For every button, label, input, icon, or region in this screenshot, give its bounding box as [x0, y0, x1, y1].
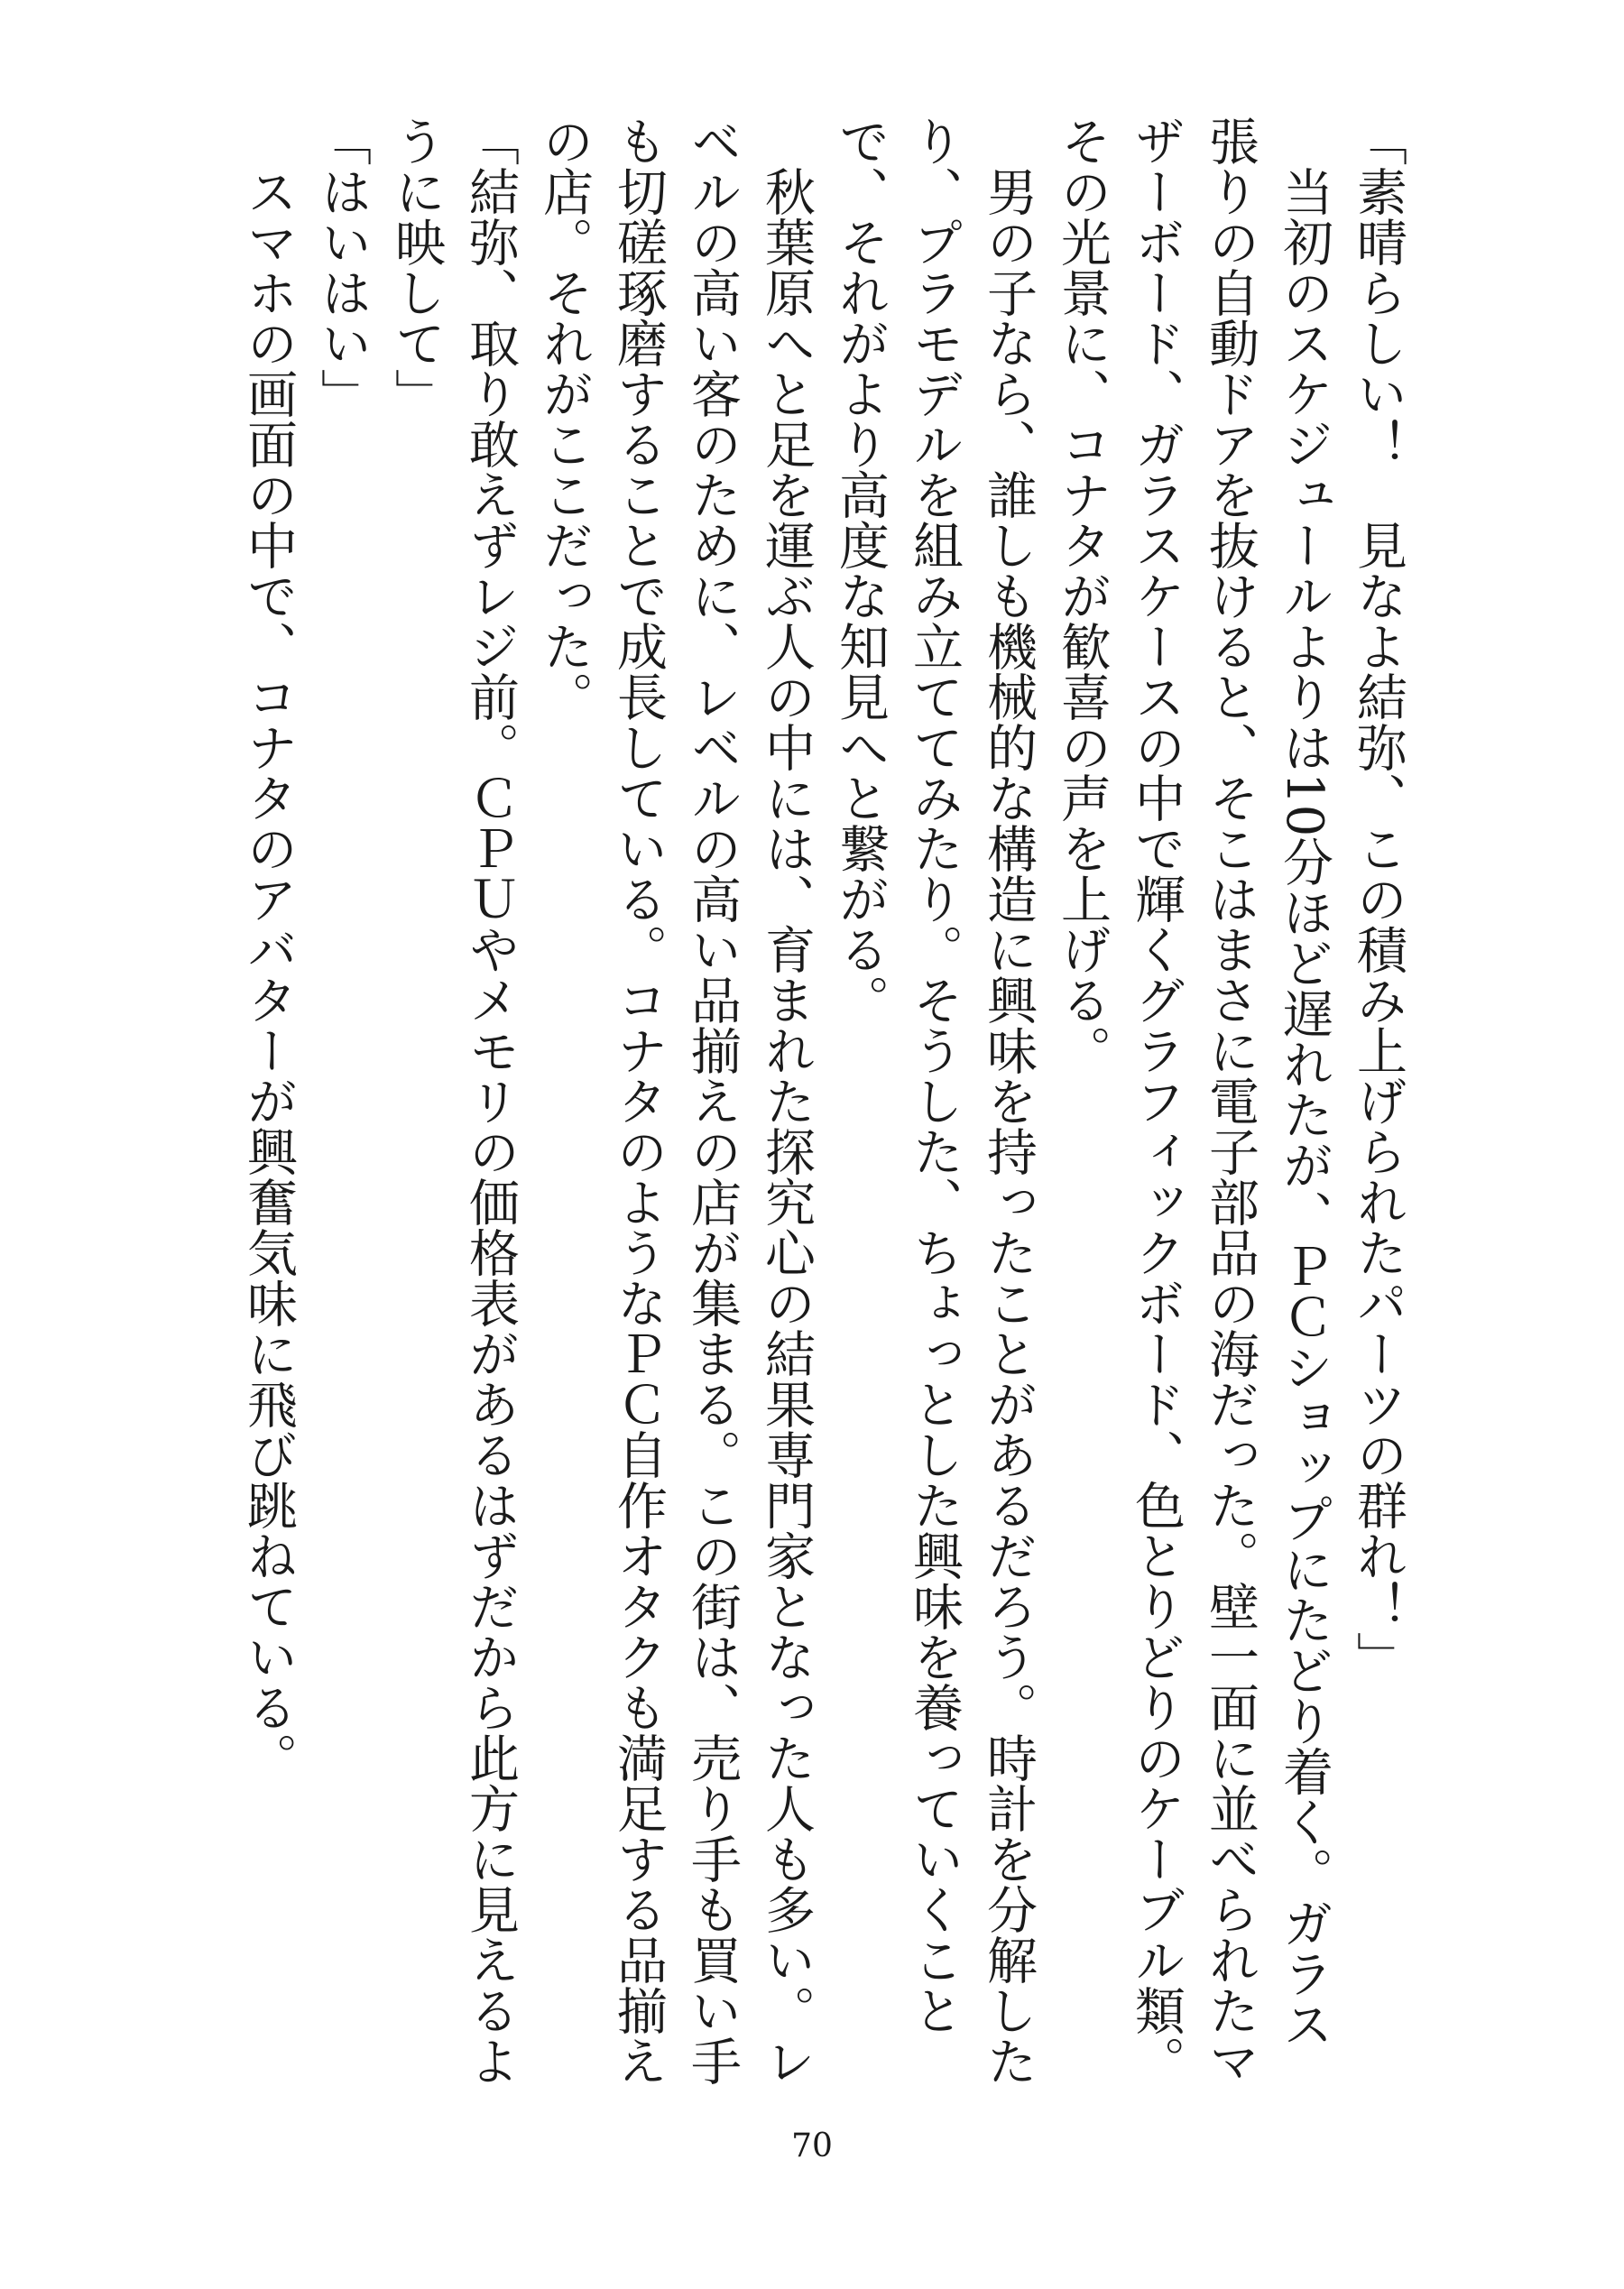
paragraph-pc-shop: 当初のスケジュールよりは10分ほど遅れたが、ＰＣショップにたどり着く。ガラス張りの自動ドアを抜けると、そこはまさに電子部品の海だった。壁一面に並べられたマザーボード、ガラスケースの中で輝くグラフィックボード、色とりどりのケーブル類。その光景に、コナタが歓喜の声を上げる。: [1053, 115, 1333, 2086]
paragraph-reply: 「はいはい」: [313, 115, 372, 419]
vertical-text-body: [188, 115, 1415, 2091]
paragraph-mechanical-interest: 男の子なら、誰しも機械的な構造に興味を持ったことがあるだろう。時計を分解したり、プラモデルを組み立ててみたり。そうした、ちょっとした興味を養っていくことで、それがより高度な知見へと繋がる。: [831, 115, 1038, 2086]
paragraph-exclamation: 「素晴らしい！ 見なよ結弥、この積み上げられたパーツの群れ！」: [1349, 115, 1407, 1682]
paragraph-akihabara: 秋葉原へと足を運ぶ人の中には、育まれた探究心の結果専門家となった人も多い。レベルの高い客のために、レベルの高い品揃えの店が集まる。この街は、売り手も買い手も切磋琢磨することで成長している。コナタのようなＰＣ自作オタクも満足する品揃えの店。それがここだった。: [535, 115, 816, 2086]
paragraph-avatar: スマホの画面の中で、コナタのアバターが興奮気味に飛び跳ねている。: [239, 166, 298, 1783]
page-number: 70: [791, 2127, 833, 2164]
paragraph-register-request: 「結弥、取り敢えずレジ前。ＣＰＵやメモリの価格表があるはずだから此方に見えるように映して」: [387, 115, 520, 2086]
